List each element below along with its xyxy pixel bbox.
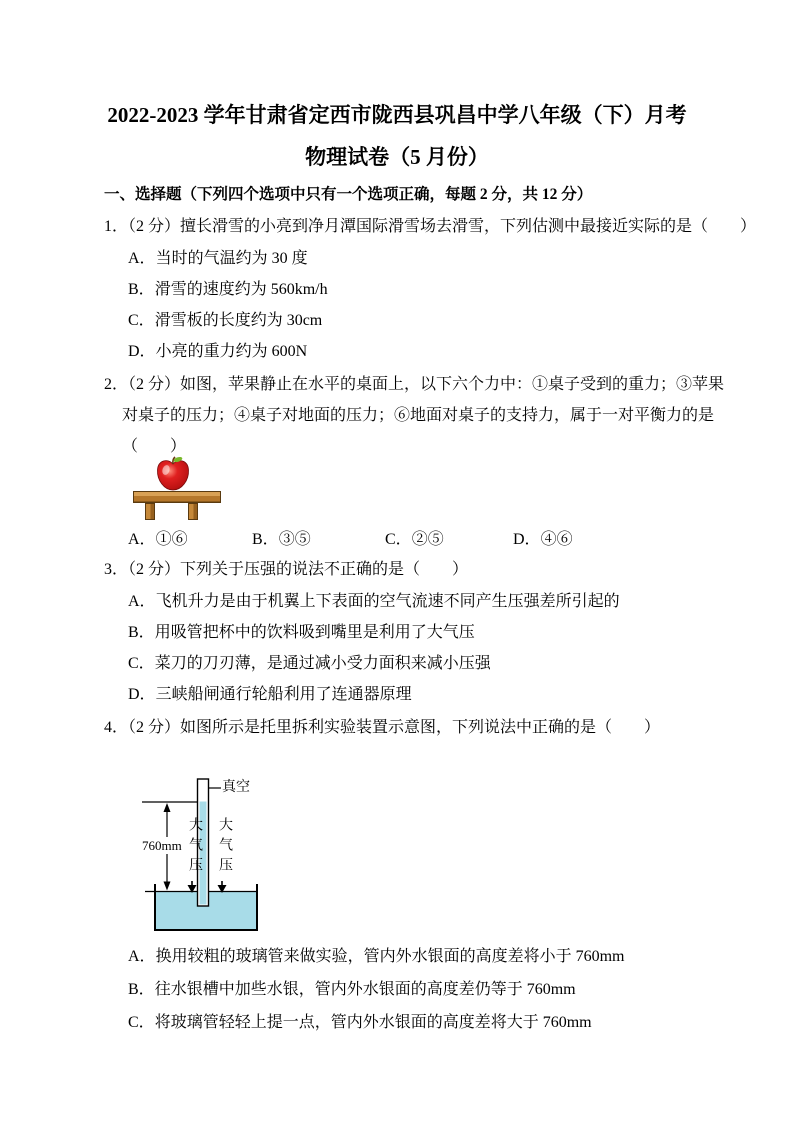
question-1-option-a <box>128 248 794 269</box>
question-2-option-a <box>128 529 252 550</box>
question-2-stem-line2: 对桌子的压力；④桌子对地面的压力；⑥地面对桌子的支持力，属于一对平衡力的是 <box>122 407 715 424</box>
option-label: D． <box>128 686 156 703</box>
torricelli-figure <box>140 773 275 938</box>
option-text: ④⑥ <box>540 531 573 548</box>
arrowhead-down <box>164 882 171 891</box>
table-leg-right <box>188 503 198 520</box>
apple-body <box>157 461 188 490</box>
option-label: A． <box>128 948 156 965</box>
option-text: 菜刀的刀刃薄，是通过减小受力面积来减小压强 <box>154 655 491 672</box>
question-2-stem-line1: 2．（2 分）如图，苹果静止在水平的桌面上，以下六个力中：①桌子受到的重力；③苹果 <box>104 376 725 393</box>
question-3-option-a <box>128 591 794 612</box>
question-4-stem: 4．（2 分）如图所示是托里拆利实验装置示意图，下列说法中正确的是（ ） <box>104 719 661 736</box>
option-label: A． <box>128 250 156 267</box>
option-label: A． <box>128 531 156 548</box>
question-1-option-c <box>128 310 794 331</box>
option-label: C． <box>128 655 155 672</box>
question-2-option-b <box>252 529 385 550</box>
vacuum-label: 真空 <box>222 780 250 795</box>
option-label: C． <box>128 1014 155 1031</box>
height-label: 760mm <box>142 838 182 853</box>
option-text: 换用较粗的玻璃管来做实验，管内外水银面的高度差将小于 760mm <box>155 948 625 965</box>
option-text: 飞机升力是由于机翼上下表面的空气流速不同产生压强差所引起的 <box>155 593 620 610</box>
option-text: 用吸管把杯中的饮料吸到嘴里是利用了大气压 <box>154 624 475 641</box>
table-leg-left <box>145 503 155 520</box>
atmosphere-pressure-label-right: 大气压 <box>217 817 232 877</box>
option-text: ②⑤ <box>411 531 444 548</box>
question-2-option-c <box>385 529 513 550</box>
question-1-option-b <box>128 279 794 300</box>
option-label: B． <box>128 624 155 641</box>
arrowhead-up <box>164 803 171 812</box>
option-text: 三峡船闸通行轮船利用了连通器原理 <box>155 686 412 703</box>
apple-on-table-figure <box>133 458 243 520</box>
option-label: C． <box>128 312 155 329</box>
question-3-stem: 3．（2 分）下列关于压强的说法不正确的是（ ） <box>104 561 469 578</box>
option-label: B． <box>128 981 155 998</box>
option-label: D． <box>128 343 156 360</box>
question-2-options-row <box>128 529 794 550</box>
question-1 <box>0 216 794 362</box>
question-3 <box>0 559 794 705</box>
option-label: B． <box>252 531 279 548</box>
option-text: ③⑤ <box>278 531 311 548</box>
option-label: B． <box>128 281 155 298</box>
option-text: 将玻璃管轻轻上提一点，管内外水银面的高度差将大于 760mm <box>154 1014 592 1031</box>
question-4-option-c <box>128 1012 794 1033</box>
question-2-answer-bracket: （ ） <box>122 438 187 455</box>
option-text: 滑雪的速度约为 560km/h <box>154 281 328 298</box>
question-4-option-b <box>128 979 794 1000</box>
exam-title-line1: 2022-2023 学年甘肃省定西市陇西县巩昌中学八年级（下）月考 <box>107 103 687 127</box>
section-heading: 一、选择题（下列四个选项中只有一个选项正确，每题 2 分，共 12 分） <box>104 186 593 203</box>
option-text: ①⑥ <box>155 531 188 548</box>
question-4 <box>0 717 794 1033</box>
question-3-option-b <box>128 622 794 643</box>
question-4-option-a <box>128 946 794 967</box>
question-1-option-d <box>128 341 794 362</box>
option-text: 当时的气温约为 30 度 <box>155 250 308 267</box>
option-label: A． <box>128 593 156 610</box>
exam-title-line2: 物理试卷（5 月份） <box>305 145 489 169</box>
apple-icon <box>155 455 191 493</box>
option-text: 往水银槽中加些水银，管内外水银面的高度差仍等于 760mm <box>154 981 576 998</box>
question-1-stem: 1．（2 分）擅长滑雪的小亮到净月潭国际滑雪场去滑雪，下列估测中最接近实际的是（ ） <box>104 218 757 235</box>
question-3-option-c <box>128 653 794 674</box>
option-label: D． <box>513 531 541 548</box>
option-text: 滑雪板的长度约为 30cm <box>154 312 323 329</box>
option-label: C． <box>385 531 412 548</box>
torricelli-diagram <box>140 773 275 938</box>
question-2 <box>0 374 794 550</box>
question-3-option-d <box>128 684 794 705</box>
question-2-option-d <box>513 529 573 550</box>
option-text: 小亮的重力约为 600N <box>155 343 308 360</box>
atmosphere-pressure-label-left: 大气压 <box>187 817 202 877</box>
